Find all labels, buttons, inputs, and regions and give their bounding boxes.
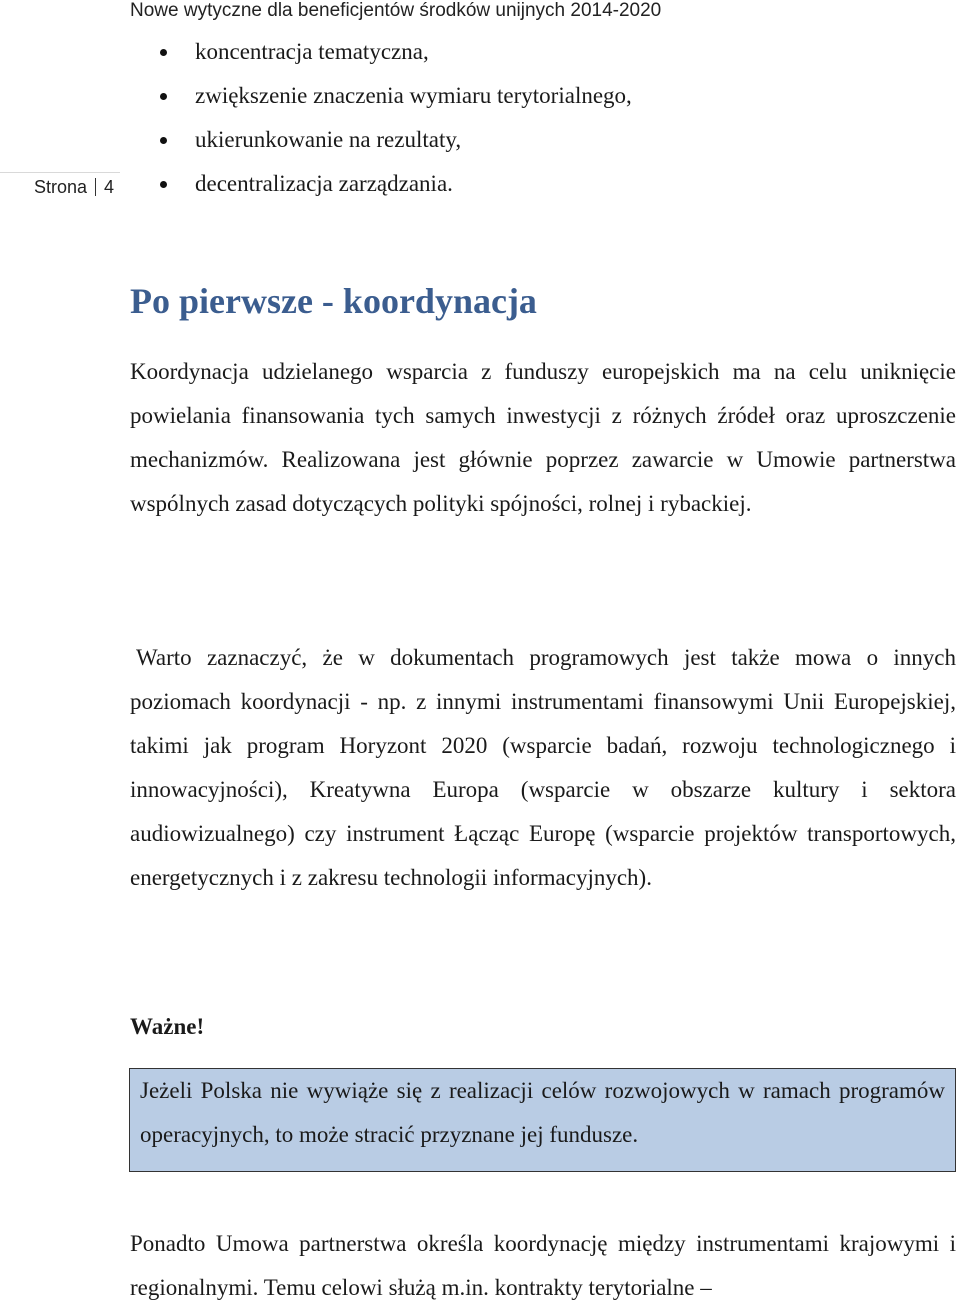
paragraph-coordination-levels: Warto zaznaczyć, że w dokumentach programowych jest także mowa o innych poziomach koordynacji - np. z innymi instrumentami finansowymi Unii Europejskiej, takimi jak program Horyzont 2020 (wsparcie badań, rozwoju technologicznego i innowacyjności), Kreatywna Europa (wsparcie w obszarze kultury i sektora audiowizualnego) czy instrument Łącząc Europę (wsparcie projektów transportowych, energetycznych i z zakresu technologii informacyjnych). [130, 645, 956, 890]
list-item-text: decentralizacja zarządzania. [195, 171, 453, 196]
bullet-list [160, 34, 632, 210]
paragraph-partnership-agreement: Ponadto Umowa partnerstwa określa koordynację między instrumentami krajowymi i regionalnymi. Temu celowi służą m.in. kontrakty terytorialne – [130, 1231, 956, 1300]
list-item-text: zwiększenie znaczenia wymiaru terytorialnego, [195, 83, 632, 108]
list-item-text: koncentracja tematyczna, [195, 39, 429, 64]
paragraph-coordination: Koordynacja udzielanego wsparcia z funduszy europejskich ma na celu uniknięcie powielania finansowania tych samych inwestycji z różnych źródeł oraz uproszczenie mechanizmów. Realizowana jest głównie poprzez zawarcie w Umowie partnerstwa wspólnych zasad dotyczących polityki spójności, rolnej i rybackiej. [130, 359, 956, 516]
bullet-icon [160, 181, 167, 188]
important-callout-box [129, 1068, 956, 1172]
page-number: 4 [104, 177, 115, 197]
important-label: Ważne! [130, 1014, 205, 1039]
bullet-icon [160, 93, 167, 100]
bullet-icon [160, 137, 167, 144]
page-separator [95, 178, 96, 196]
page-number-label [34, 177, 114, 198]
list-item [160, 122, 632, 166]
section-heading: Po pierwsze - koordynacja [130, 281, 537, 321]
page-word: Strona [34, 177, 88, 197]
bullet-icon [160, 49, 167, 56]
list-item [160, 34, 632, 78]
list-item-text: ukierunkowanie na rezultaty, [195, 127, 462, 152]
list-item [160, 78, 632, 122]
important-callout-text: Jeżeli Polska nie wywiąże się z realizacji celów rozwojowych w ramach programów operacyjnych, to może stracić przyznane jej fundusze. [140, 1078, 945, 1147]
list-item [160, 166, 632, 210]
margin-divider [0, 172, 120, 173]
document-header: Nowe wytyczne dla beneficjentów środków unijnych 2014-2020 [130, 0, 662, 21]
